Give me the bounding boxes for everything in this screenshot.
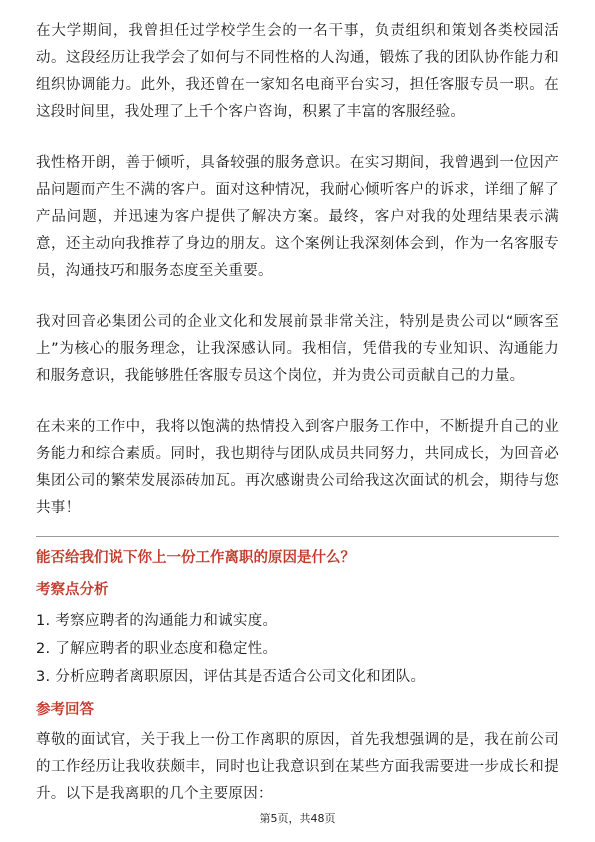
paragraph-company-culture: 我对回音必集团公司的企业文化和发展前景非常关注，特别是贵公司以“顾客至上”为核心的服务理念，让我深感认同。我相信，凭借我的专业知识、沟通能力和服务意识，我能够胜任客服专员这个岗位，并为贵公司贡献自己的力量。 xyxy=(36,314,559,384)
analysis-list xyxy=(36,607,559,691)
paragraph-personality: 我性格开朗，善于倾听，具备较强的服务意识。在实习期间，我曾遇到一位因产品问题而产生不满的客户。面对这种情况，我耐心倾听客户的诉求，详细了解了产品问题，并迅速为客户提供了解决方案。最终，客户对我的处理结果表示满意，还主动向我推荐了身边的朋友。这个案例让我深刻体会到，作为一名客服专员，沟通技巧和服务态度至关重要。 xyxy=(36,155,559,279)
list-item: 1. 考察应聘者的沟通能力和诚实度。 xyxy=(36,613,278,629)
paragraph-university-experience: 在大学期间，我曾担任过学校学生会的一名干事，负责组织和策划各类校园活动。这段经历让我学会了如何与不同性格的人沟通，锻炼了我的团队协作能力和组织协调能力。此外，我还曾在一家知名电商平台实习，担任客服专员一职。在这段时间里，我处理了上千个客户咨询，积累了丰富的客服经验。 xyxy=(36,23,559,120)
analysis-heading: 考察点分析 xyxy=(36,582,109,598)
document-page xyxy=(36,18,559,808)
list-item: 2. 了解应聘者的职业态度和稳定性。 xyxy=(36,641,278,657)
interview-question: 能否给我们说下你上一份工作离职的原因是什么？ xyxy=(36,550,355,566)
paragraph-future-outlook: 在未来的工作中，我将以饱满的热情投入到客户服务工作中，不断提升自己的业务能力和综合素质。同时，我也期待与团队成员共同努力，共同成长，为回音必集团公司的繁荣发展添砖加瓦。再次感谢贵公司给我这次面试的机会，期待与您共事！ xyxy=(36,419,559,516)
page-number-footer: 第5页，共48页 xyxy=(259,812,336,825)
reference-answer-heading: 参考回答 xyxy=(36,702,94,718)
section-divider xyxy=(36,536,559,537)
list-item: 3. 分析应聘者离职原因，评估其是否适合公司文化和团队。 xyxy=(36,669,426,685)
reference-answer-text: 尊敬的面试官，关于我上一份工作离职的原因，首先我想强调的是，我在前公司的工作经历让我收获颇丰，同时也让我意识到在某些方面我需要进一步成长和提升。以下是我离职的几个主要原因： xyxy=(36,732,559,802)
